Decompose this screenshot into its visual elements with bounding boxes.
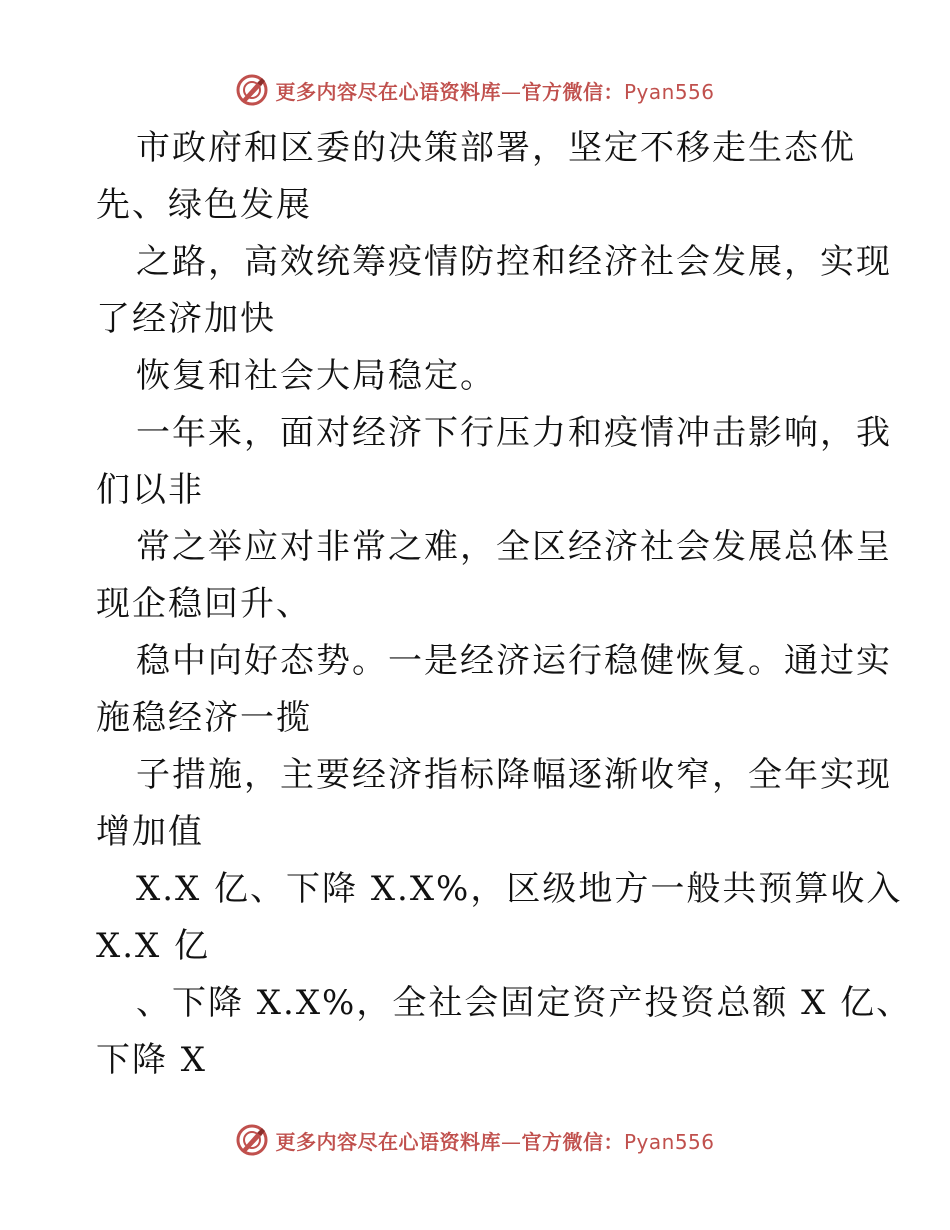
body-line: 增加值 xyxy=(96,812,204,852)
document-body xyxy=(96,120,913,1089)
body-line: 稳中向好态势。一是经济运行稳健恢复。通过实 xyxy=(136,641,892,681)
body-line: 们以非 xyxy=(96,470,204,510)
header-wechat-label: 官方微信： xyxy=(521,79,624,104)
header-wechat-id: Pyan556 xyxy=(623,79,715,104)
header-banner xyxy=(0,70,950,110)
body-line: 常之举应对非常之难，全区经济社会发展总体呈 xyxy=(136,527,892,567)
body-line: 之路，高效统筹疫情防控和经济社会发展，实现 xyxy=(136,242,892,282)
header-separator: — xyxy=(500,79,522,104)
pen-logo-icon xyxy=(235,1123,269,1157)
body-line: 恢复和社会大局稳定。 xyxy=(136,356,496,396)
header-site-name: 更多内容尽在心语资料库 xyxy=(275,79,501,104)
footer-site-name: 更多内容尽在心语资料库 xyxy=(275,1129,501,1154)
footer-banner-text xyxy=(275,1126,714,1155)
body-line: 现企稳回升、 xyxy=(96,584,312,624)
body-line: 市政府和区委的决策部署，坚定不移走生态优 xyxy=(136,128,856,168)
body-line: X.X 亿、下降 X.X%，区级地方一般共预算收入 xyxy=(136,869,903,909)
footer-wechat-id: Pyan556 xyxy=(623,1129,715,1154)
body-line: 、下降 X.X%，全社会固定资产投资总额 X 亿、 xyxy=(136,983,913,1023)
body-line: 下降 X xyxy=(96,1040,208,1080)
body-line: 先、绿色发展 xyxy=(96,185,312,225)
body-line: 施稳经济一揽 xyxy=(96,698,312,738)
pen-logo-icon xyxy=(235,73,269,107)
header-banner-text xyxy=(275,76,714,105)
body-line: 了经济加快 xyxy=(96,299,276,339)
body-line: X.X 亿 xyxy=(96,926,211,966)
footer-banner xyxy=(0,1120,950,1160)
body-line: 子措施，主要经济指标降幅逐渐收窄，全年实现 xyxy=(136,755,892,795)
body-line: 一年来，面对经济下行压力和疫情冲击影响，我 xyxy=(136,413,892,453)
footer-wechat-label: 官方微信： xyxy=(521,1129,624,1154)
footer-separator: — xyxy=(500,1129,522,1154)
